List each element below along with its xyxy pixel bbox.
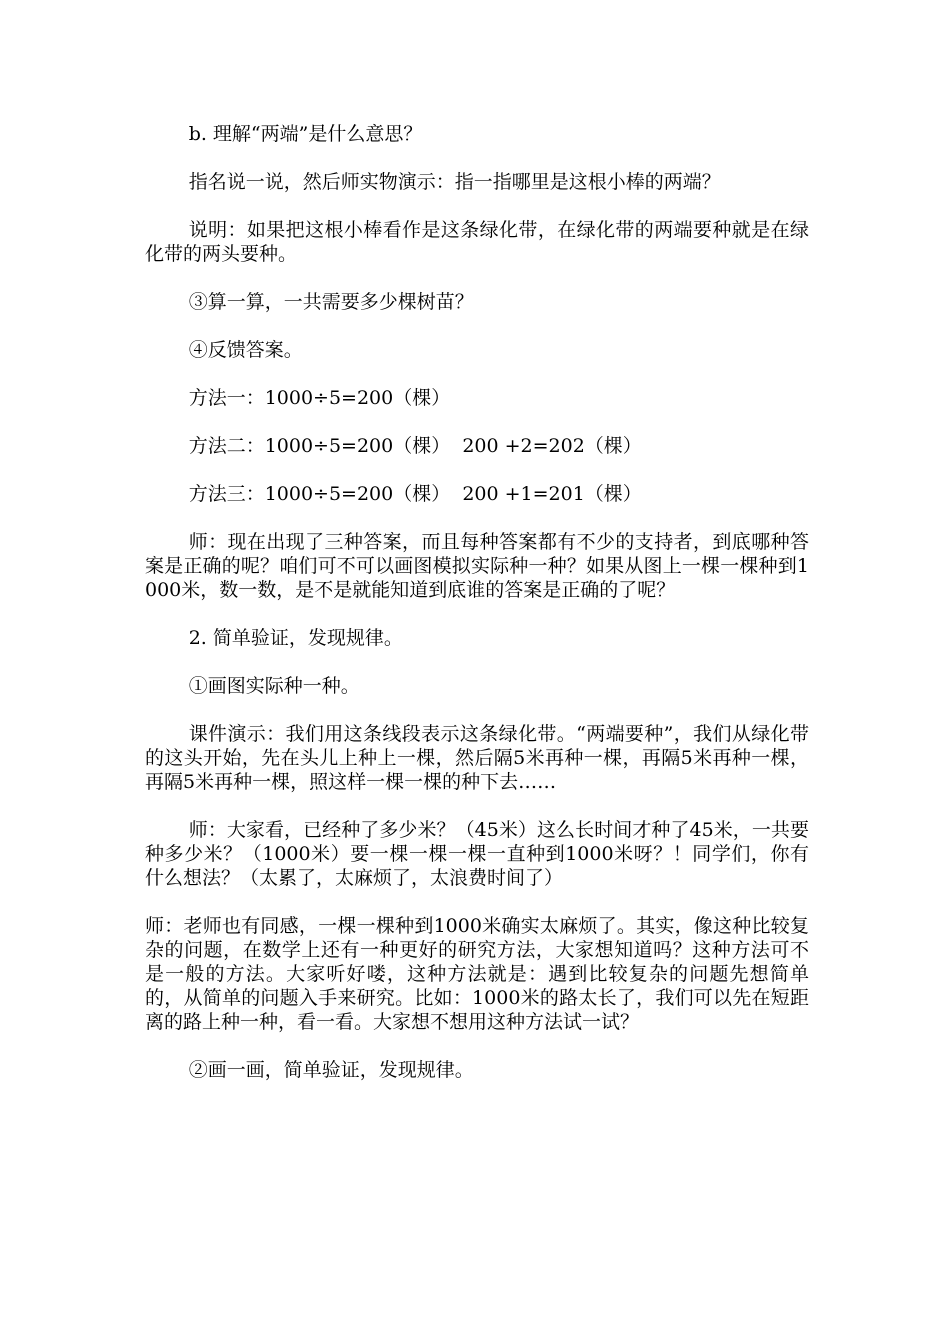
paragraph-method-one: 方法一：1000÷5=200（棵） xyxy=(188,387,451,409)
paragraph-teacher-simplify-method: 师：老师也有同感，一棵一棵种到1000米确实太麻烦了。其实，像这种比较复杂的问题，在数学上还有一种更好的研究方法，大家想知道吗？这种方法可不是一般的方法。大家听好喽，这种方法就是：遇到比较复杂的问题先想简单的，从简单的问题入手来研究。比如：1000米的路太长了，我们可以先在短距离的路上种一种，看一看。大家想不想用这种方法试一试？ xyxy=(145,915,809,1033)
paragraph-demonstration: 指名说一说，然后师实物演示：指一指哪里是这根小棒的两端？ xyxy=(188,171,721,193)
paragraph-method-three: 方法三：1000÷5=200（棵） 200 +1=201（棵） xyxy=(188,483,642,505)
paragraph-draw-and-plant: ①画图实际种一种。 xyxy=(188,675,360,697)
paragraph-section-2-heading: 2. 简单验证，发现规律。 xyxy=(188,627,403,649)
paragraph-understand-two-ends: b. 理解“两端”是什么意思？ xyxy=(188,123,423,145)
paragraph-feedback: ④反馈答案。 xyxy=(188,339,303,361)
paragraph-method-two: 方法二：1000÷5=200（棵） 200 +2=202（棵） xyxy=(188,435,642,457)
paragraph-teacher-three-answers: 师：现在出现了三种答案，而且每种答案都有不少的支持者，到底哪种答案是正确的呢？咱们可不可以画图模拟实际种一种？如果从图上一棵一棵种到1000米，数一数，是不是就能知道到底谁的答案是正确的了呢？ xyxy=(145,531,809,601)
paragraph-draw-verify: ②画一画，简单验证，发现规律。 xyxy=(188,1059,474,1081)
document-body xyxy=(145,122,809,1106)
paragraph-teacher-45-meters: 师：大家看，已经种了多少米？（45米）这么长时间才种了45米，一共要种多少米？（1000米）要一棵一棵一棵一直种到1000米呀？！同学们，你有什么想法？（太累了，太麻烦了，太浪费时间了） xyxy=(145,819,809,889)
paragraph-calculate: ③算一算，一共需要多少棵树苗？ xyxy=(188,291,474,313)
paragraph-explanation: 说明：如果把这根小棒看作是这条绿化带，在绿化带的两端要种就是在绿化带的两头要种。 xyxy=(145,219,809,265)
paragraph-courseware-demo: 课件演示：我们用这条线段表示这条绿化带。“两端要种”，我们从绿化带的这头开始，先在头儿上种上一棵，然后隔5米再种一棵，再隔5米再种一棵，再隔5米再种一棵，照这样一棵一棵的种下去…… xyxy=(145,723,809,793)
